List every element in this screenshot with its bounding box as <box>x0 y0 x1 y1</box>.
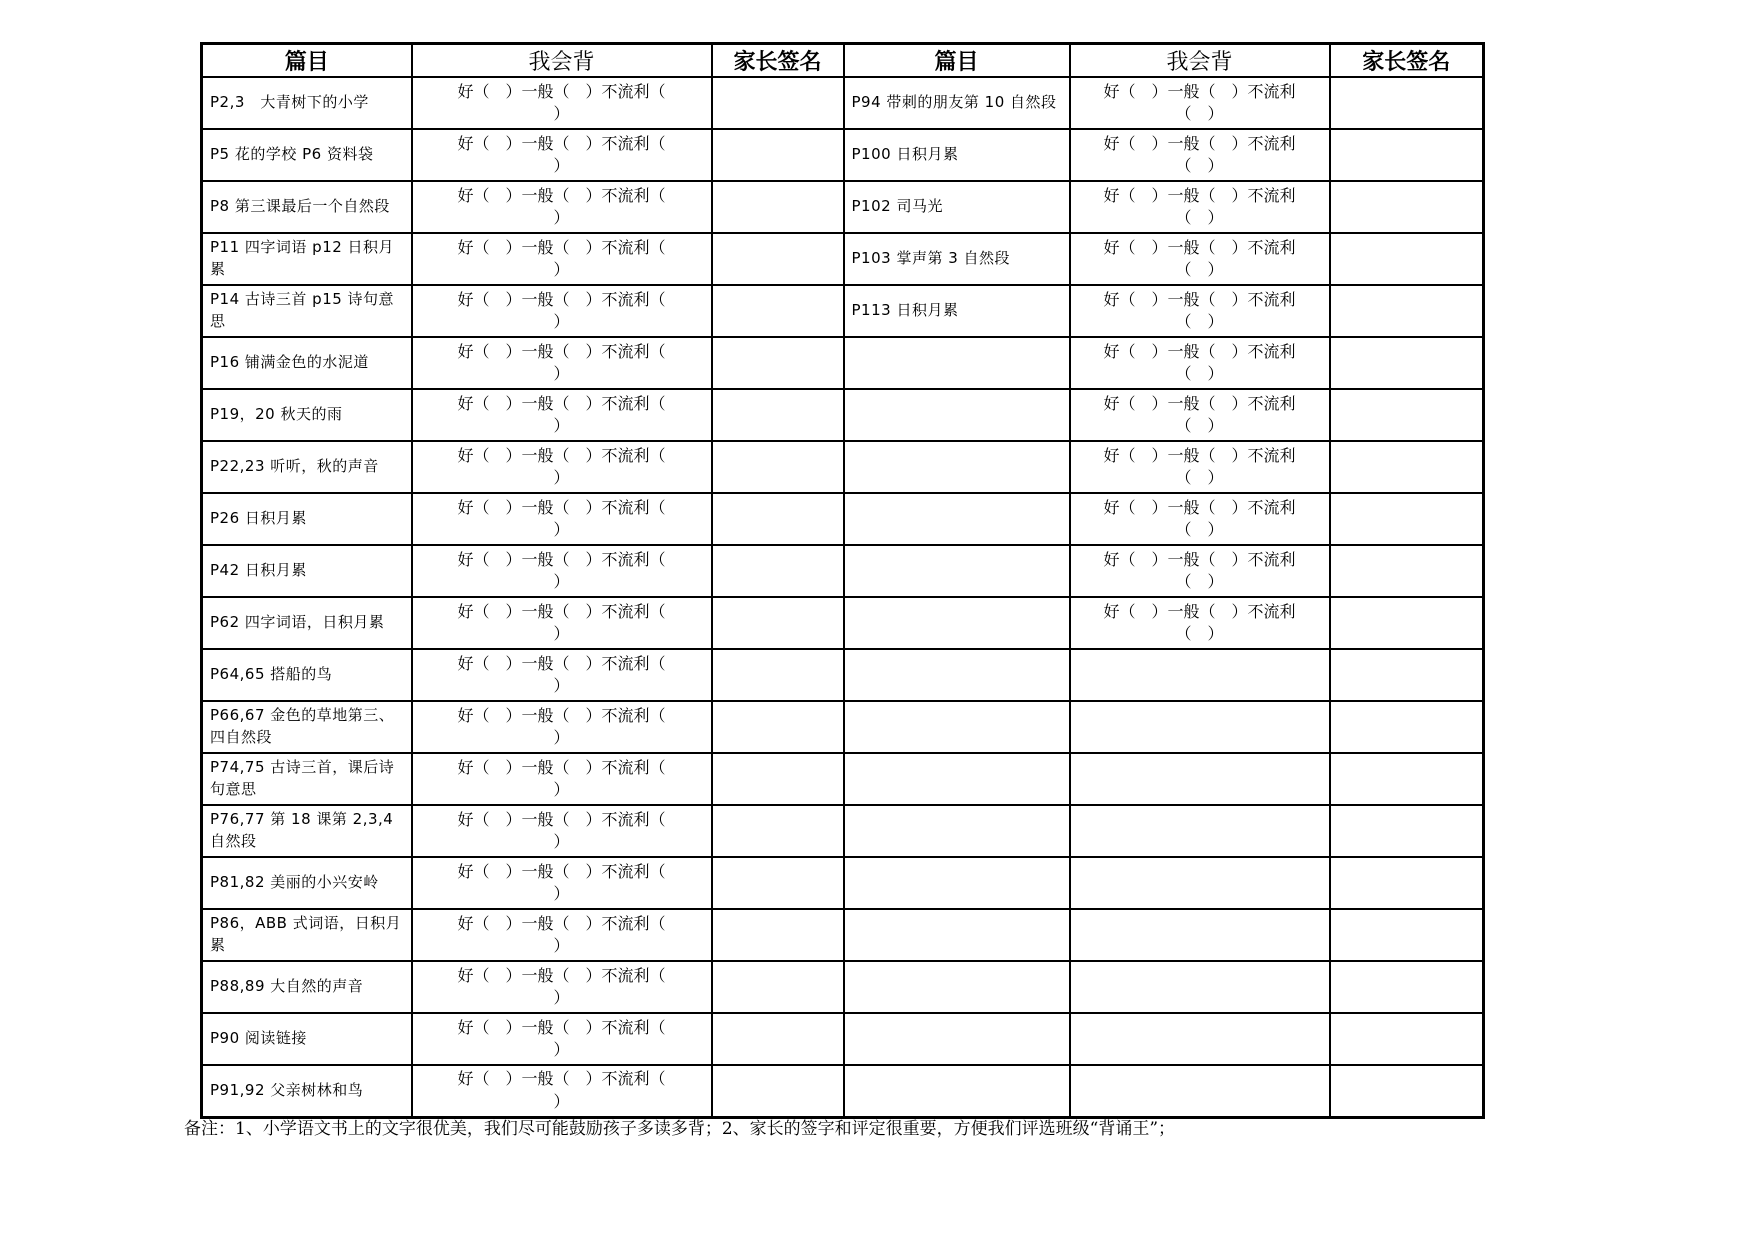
rating-line-1: 好（ ）一般（ ）不流利 <box>1103 549 1296 569</box>
passage-title: P5 花的学校 P6 资料袋 <box>210 145 374 164</box>
passage-cell-right <box>844 857 1070 909</box>
header-passage-left: 篇目 <box>202 44 412 78</box>
signature-cell-right <box>1330 181 1484 233</box>
passage-title: P76,77 第 18 课第 2,3,4 自然段 <box>210 810 394 850</box>
passage-cell-left <box>202 1013 412 1065</box>
passage-title: P102 司马光 <box>851 197 943 216</box>
rating-line-2: ） <box>553 312 570 331</box>
table-row <box>202 493 1484 545</box>
rating-line-1: 好（ ）一般（ ）不流利（ <box>457 705 666 725</box>
passage-cell-left <box>202 805 412 857</box>
passage-cell-right <box>844 493 1070 545</box>
recite-rating-cell-left <box>412 129 712 181</box>
passage-title: P42 日积月累 <box>210 561 307 580</box>
signature-cell-right <box>1330 285 1484 337</box>
passage-title: P66,67 金色的草地第三、四自然段 <box>210 706 395 746</box>
signature-cell-left <box>712 961 844 1013</box>
passage-title: P81,82 美丽的小兴安岭 <box>210 873 379 892</box>
table-row <box>202 389 1484 441</box>
recite-rating-cell-right <box>1070 649 1330 701</box>
rating-line-2: （ ） <box>1175 572 1224 591</box>
signature-cell-left <box>712 545 844 597</box>
passage-cell-right <box>844 753 1070 805</box>
passage-cell-left <box>202 909 412 961</box>
rating-line-1: 好（ ）一般（ ）不流利（ <box>457 965 666 985</box>
rating-line-1: 好（ ）一般（ ）不流利（ <box>457 185 666 205</box>
rating-line-2: ） <box>553 884 570 903</box>
table-row <box>202 337 1484 389</box>
header-recite-right: 我会背 <box>1070 44 1330 78</box>
passage-title: P90 阅读链接 <box>210 1029 307 1048</box>
rating-line-1: 好（ ）一般（ ）不流利 <box>1103 393 1296 413</box>
table-row <box>202 77 1484 129</box>
recite-rating-cell-left <box>412 441 712 493</box>
rating-line-1: 好（ ）一般（ ）不流利（ <box>457 601 666 621</box>
signature-cell-left <box>712 233 844 285</box>
rating-line-2: ） <box>553 260 570 279</box>
passage-title: P91,92 父亲树林和鸟 <box>210 1080 364 1099</box>
passage-cell-right <box>844 805 1070 857</box>
signature-cell-left <box>712 649 844 701</box>
passage-cell-left <box>202 701 412 753</box>
rating-line-2: ） <box>553 572 570 591</box>
signature-cell-left <box>712 701 844 753</box>
rating-line-2: ） <box>553 832 570 851</box>
passage-title: P103 掌声第 3 自然段 <box>851 249 1011 268</box>
passage-cell-left <box>202 493 412 545</box>
passage-title: P2,3 大青树下的小学 <box>210 93 369 112</box>
table-row <box>202 805 1484 857</box>
passage-title: P113 日积月累 <box>851 301 959 320</box>
rating-line-1: 好（ ）一般（ ）不流利（ <box>457 133 666 153</box>
signature-cell-left <box>712 337 844 389</box>
rating-line-1: 好（ ）一般（ ）不流利（ <box>457 81 666 101</box>
signature-cell-left <box>712 441 844 493</box>
recite-rating-cell-left <box>412 1013 712 1065</box>
rating-line-1: 好（ ）一般（ ）不流利（ <box>457 913 666 933</box>
rating-line-2: （ ） <box>1175 260 1224 279</box>
rating-line-1: 好（ ）一般（ ）不流利 <box>1103 341 1296 361</box>
rating-line-1: 好（ ）一般（ ）不流利（ <box>457 289 666 309</box>
passage-cell-right <box>844 909 1070 961</box>
rating-line-1: 好（ ）一般（ ）不流利（ <box>457 809 666 829</box>
signature-cell-right <box>1330 909 1484 961</box>
rating-line-2: ） <box>553 1091 570 1111</box>
passage-title: P19，20 秋天的雨 <box>210 405 343 424</box>
passage-title: P94 带刺的朋友第 10 自然段 <box>851 93 1057 112</box>
passage-cell-right <box>844 1013 1070 1065</box>
passage-title: P14 古诗三首 p15 诗句意思 <box>210 290 395 330</box>
footer-note: 备注：1、小学语文书上的文字很优美，我们尽可能鼓励孩子多读多背；2、家长的签字和评定很重要，方便我们评选班级“背诵王”； <box>184 1119 1176 1139</box>
passage-cell-right <box>844 961 1070 1013</box>
header-signature-left: 家长签名 <box>712 44 844 78</box>
table-row <box>202 909 1484 961</box>
recite-rating-cell-right <box>1070 597 1330 649</box>
recite-rating-cell-right <box>1070 337 1330 389</box>
recite-rating-cell-left <box>412 1065 712 1117</box>
rating-line-2: （ ） <box>1175 156 1224 175</box>
passage-cell-left <box>202 961 412 1013</box>
passage-cell-right <box>844 129 1070 181</box>
recite-rating-cell-left <box>412 961 712 1013</box>
rating-line-2: （ ） <box>1175 520 1224 539</box>
recite-rating-cell-right <box>1070 701 1330 753</box>
table-row <box>202 597 1484 649</box>
recite-rating-cell-left <box>412 545 712 597</box>
table-row <box>202 285 1484 337</box>
passage-title: P16 铺满金色的水泥道 <box>210 353 369 372</box>
signature-cell-left <box>712 909 844 961</box>
passage-cell-right <box>844 77 1070 129</box>
recite-rating-cell-right <box>1070 181 1330 233</box>
recite-rating-cell-left <box>412 753 712 805</box>
signature-cell-right <box>1330 649 1484 701</box>
rating-line-1: 好（ ）一般（ ）不流利 <box>1103 133 1296 153</box>
signature-cell-left <box>712 1013 844 1065</box>
passage-cell-left <box>202 857 412 909</box>
passage-title: P22,23 听听，秋的声音 <box>210 457 379 476</box>
rating-line-2: ） <box>553 988 570 1007</box>
recite-rating-cell-left <box>412 233 712 285</box>
recite-rating-cell-right <box>1070 77 1330 129</box>
table-row <box>202 701 1484 753</box>
signature-cell-left <box>712 805 844 857</box>
rating-line-1: 好（ ）一般（ ）不流利（ <box>457 757 666 777</box>
rating-line-1: 好（ ）一般（ ）不流利（ <box>457 653 666 673</box>
signature-cell-left <box>712 77 844 129</box>
rating-line-2: ） <box>553 156 570 175</box>
rating-line-1: 好（ ）一般（ ）不流利 <box>1103 237 1296 257</box>
rating-line-2: （ ） <box>1175 312 1224 331</box>
rating-line-1: 好（ ）一般（ ）不流利 <box>1103 601 1296 621</box>
table-row <box>202 233 1484 285</box>
rating-line-2: ） <box>553 364 570 383</box>
recite-rating-cell-left <box>412 389 712 441</box>
passage-title: P88,89 大自然的声音 <box>210 977 364 996</box>
rating-line-1: 好（ ）一般（ ）不流利 <box>1103 81 1296 101</box>
passage-title: P64,65 搭船的鸟 <box>210 665 333 684</box>
recite-rating-cell-left <box>412 337 712 389</box>
recite-rating-cell-right <box>1070 857 1330 909</box>
recite-rating-cell-right <box>1070 441 1330 493</box>
rating-line-2: ） <box>553 780 570 799</box>
signature-cell-right <box>1330 753 1484 805</box>
passage-title: P100 日积月累 <box>851 145 959 164</box>
header-recite-left: 我会背 <box>412 44 712 78</box>
passage-cell-left <box>202 77 412 129</box>
recitation-table <box>200 42 1485 1119</box>
recite-rating-cell-left <box>412 493 712 545</box>
rating-line-1: 好（ ）一般（ ）不流利 <box>1103 289 1296 309</box>
recite-rating-cell-left <box>412 285 712 337</box>
recite-rating-cell-right <box>1070 805 1330 857</box>
rating-line-2: ） <box>553 520 570 539</box>
passage-cell-left <box>202 1065 412 1117</box>
table-row <box>202 753 1484 805</box>
recite-rating-cell-left <box>412 909 712 961</box>
passage-cell-left <box>202 129 412 181</box>
recite-rating-cell-right <box>1070 961 1330 1013</box>
signature-cell-right <box>1330 441 1484 493</box>
recite-rating-cell-right <box>1070 285 1330 337</box>
signature-cell-left <box>712 597 844 649</box>
recite-rating-cell-right <box>1070 389 1330 441</box>
passage-cell-right <box>844 1065 1070 1117</box>
rating-line-1: 好（ ）一般（ ）不流利（ <box>457 497 666 517</box>
rating-line-2: （ ） <box>1175 624 1224 643</box>
recite-rating-cell-right <box>1070 233 1330 285</box>
header-passage-right: 篇目 <box>844 44 1070 78</box>
signature-cell-left <box>712 753 844 805</box>
rating-line-2: ） <box>553 416 570 435</box>
passage-cell-right <box>844 181 1070 233</box>
rating-line-2: ） <box>553 624 570 643</box>
passage-title: P74,75 古诗三首，课后诗句意思 <box>210 758 395 798</box>
signature-cell-right <box>1330 1013 1484 1065</box>
recite-rating-cell-right <box>1070 1013 1330 1065</box>
header-signature-right: 家长签名 <box>1330 44 1484 78</box>
passage-cell-right <box>844 701 1070 753</box>
recite-rating-cell-right <box>1070 129 1330 181</box>
recite-rating-cell-left <box>412 857 712 909</box>
table-row <box>202 441 1484 493</box>
table-row <box>202 129 1484 181</box>
rating-line-2: ） <box>553 1040 570 1059</box>
passage-cell-right <box>844 649 1070 701</box>
table-row <box>202 1065 1484 1117</box>
signature-cell-right <box>1330 701 1484 753</box>
passage-cell-left <box>202 545 412 597</box>
recite-rating-cell-left <box>412 701 712 753</box>
rating-line-1: 好（ ）一般（ ）不流利（ <box>457 861 666 881</box>
signature-cell-right <box>1330 857 1484 909</box>
signature-cell-left <box>712 285 844 337</box>
signature-cell-right <box>1330 337 1484 389</box>
rating-line-1: 好（ ）一般（ ）不流利（ <box>457 1069 666 1089</box>
signature-cell-right <box>1330 129 1484 181</box>
rating-line-1: 好（ ）一般（ ）不流利（ <box>457 1017 666 1037</box>
rating-line-1: 好（ ）一般（ ）不流利 <box>1103 185 1296 205</box>
rating-line-2: （ ） <box>1175 364 1224 383</box>
recite-rating-cell-left <box>412 77 712 129</box>
rating-line-1: 好（ ）一般（ ）不流利（ <box>457 237 666 257</box>
passage-cell-right <box>844 389 1070 441</box>
table-row <box>202 649 1484 701</box>
passage-title: P8 第三课最后一个自然段 <box>210 197 390 216</box>
signature-cell-right <box>1330 545 1484 597</box>
passage-cell-left <box>202 597 412 649</box>
table-row <box>202 857 1484 909</box>
rating-line-2: （ ） <box>1175 416 1224 435</box>
rating-line-2: （ ） <box>1175 104 1224 123</box>
rating-line-2: ） <box>553 676 570 695</box>
table-row <box>202 545 1484 597</box>
signature-cell-right <box>1330 77 1484 129</box>
rating-line-2: ） <box>553 936 570 955</box>
signature-cell-left <box>712 493 844 545</box>
signature-cell-right <box>1330 233 1484 285</box>
passage-cell-left <box>202 389 412 441</box>
passage-cell-right <box>844 441 1070 493</box>
passage-title: P26 日积月累 <box>210 509 307 528</box>
rating-line-2: ） <box>553 728 570 747</box>
signature-cell-right <box>1330 597 1484 649</box>
passage-cell-left <box>202 285 412 337</box>
signature-cell-right <box>1330 493 1484 545</box>
passage-cell-left <box>202 441 412 493</box>
signature-cell-left <box>712 129 844 181</box>
signature-cell-right <box>1330 961 1484 1013</box>
passage-cell-right <box>844 337 1070 389</box>
rating-line-1: 好（ ）一般（ ）不流利（ <box>457 393 666 413</box>
recite-rating-cell-right <box>1070 493 1330 545</box>
passage-cell-right <box>844 285 1070 337</box>
passage-cell-left <box>202 181 412 233</box>
signature-cell-left <box>712 389 844 441</box>
passage-title: P86，ABB 式词语，日积月累 <box>210 914 402 954</box>
recite-rating-cell-right <box>1070 1065 1330 1117</box>
table-header-row <box>202 44 1484 78</box>
passage-cell-right <box>844 545 1070 597</box>
recite-rating-cell-left <box>412 181 712 233</box>
passage-title: P62 四字词语，日积月累 <box>210 613 385 632</box>
recite-rating-cell-right <box>1070 753 1330 805</box>
signature-cell-right <box>1330 805 1484 857</box>
signature-cell-right <box>1330 389 1484 441</box>
table-row <box>202 1013 1484 1065</box>
signature-cell-right <box>1330 1065 1484 1117</box>
passage-cell-left <box>202 753 412 805</box>
recite-rating-cell-right <box>1070 909 1330 961</box>
rating-line-2: （ ） <box>1175 208 1224 227</box>
table-body <box>202 77 1484 1117</box>
recite-rating-cell-left <box>412 805 712 857</box>
rating-line-2: （ ） <box>1175 468 1224 487</box>
recite-rating-cell-right <box>1070 545 1330 597</box>
rating-line-1: 好（ ）一般（ ）不流利（ <box>457 341 666 361</box>
passage-cell-right <box>844 233 1070 285</box>
passage-title: P11 四字词语 p12 日积月累 <box>210 238 395 278</box>
passage-cell-left <box>202 337 412 389</box>
table-row <box>202 181 1484 233</box>
signature-cell-left <box>712 857 844 909</box>
rating-line-1: 好（ ）一般（ ）不流利 <box>1103 497 1296 517</box>
rating-line-1: 好（ ）一般（ ）不流利（ <box>457 445 666 465</box>
table-row <box>202 961 1484 1013</box>
signature-cell-left <box>712 181 844 233</box>
rating-line-1: 好（ ）一般（ ）不流利 <box>1103 445 1296 465</box>
recite-rating-cell-left <box>412 597 712 649</box>
rating-line-2: ） <box>553 468 570 487</box>
passage-cell-left <box>202 233 412 285</box>
rating-line-2: ） <box>553 208 570 227</box>
passage-cell-right <box>844 597 1070 649</box>
rating-line-1: 好（ ）一般（ ）不流利（ <box>457 549 666 569</box>
rating-line-2: ） <box>553 104 570 123</box>
passage-cell-left <box>202 649 412 701</box>
recite-rating-cell-left <box>412 649 712 701</box>
signature-cell-left <box>712 1065 844 1117</box>
